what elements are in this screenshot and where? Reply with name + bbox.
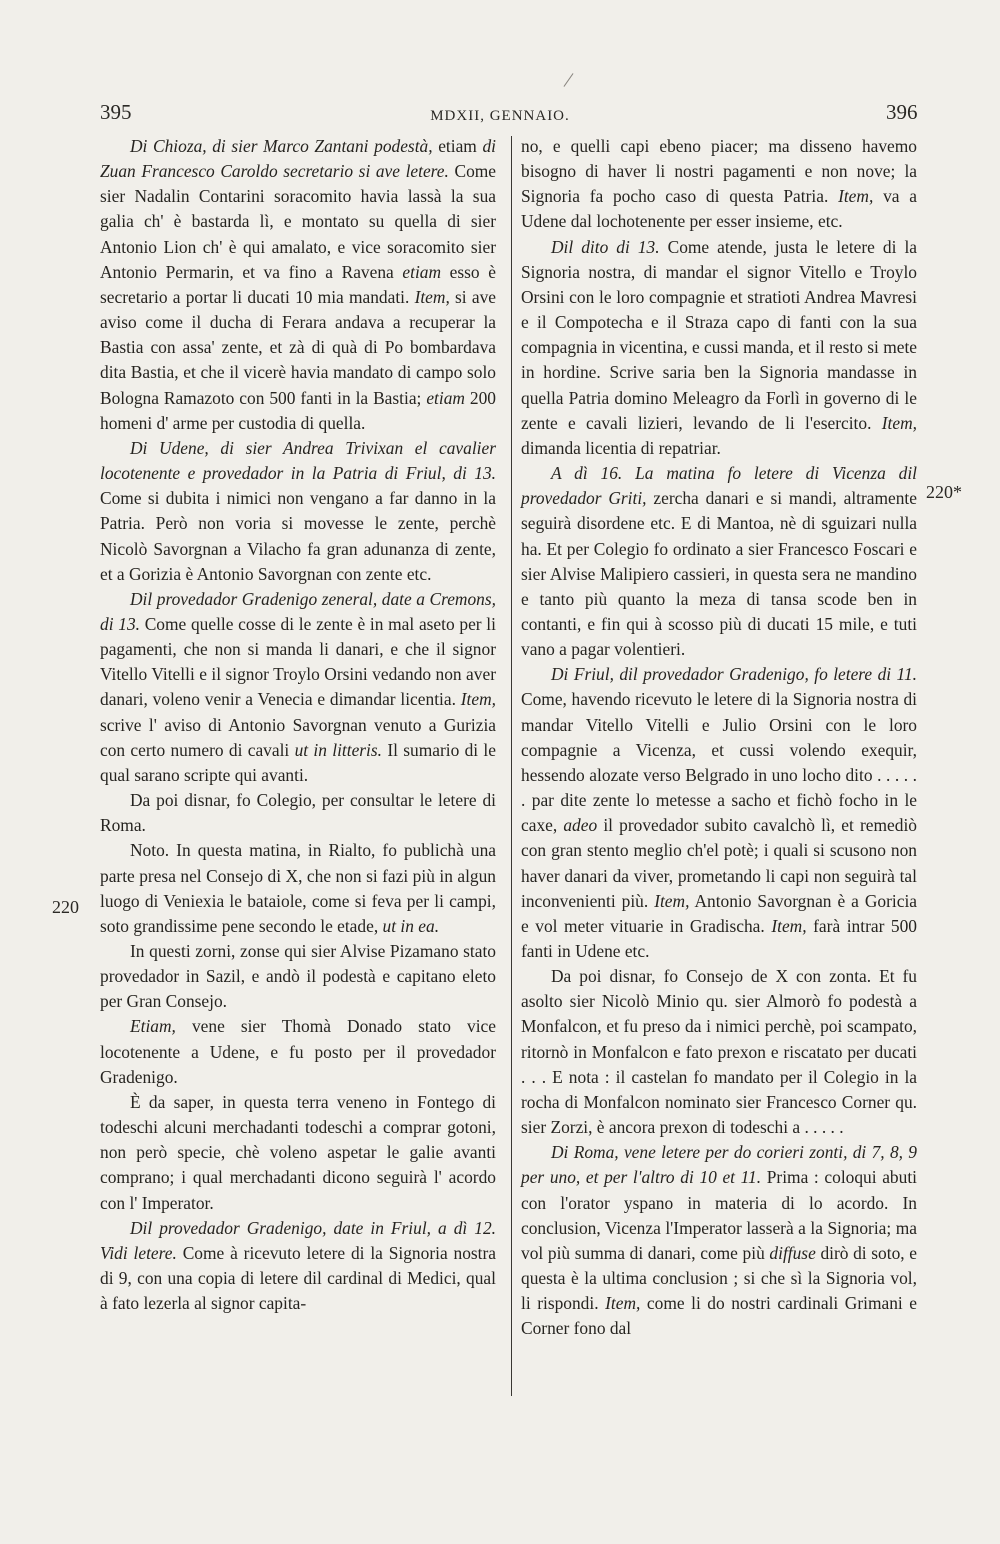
text: vene sier Thomà Donado stato vice locotenente a Udene, e fu posto per il provedador Gradenigo. bbox=[100, 1016, 496, 1087]
italic-heading: Di Chioza, di sier Marco Zantani podestà, bbox=[130, 136, 433, 156]
margin-number-left: 220 bbox=[52, 897, 79, 917]
paragraph bbox=[521, 662, 917, 964]
paragraph bbox=[100, 1216, 496, 1317]
italic-word: adeo bbox=[563, 815, 598, 836]
italic-heading: Di Udene, di sier Andrea Trivixan el cavalier locotenente e provedador in la Patria di Friul, di 13. bbox=[100, 437, 496, 484]
paragraph bbox=[521, 134, 917, 235]
page-number-right: 396 bbox=[886, 100, 918, 124]
paragraph bbox=[100, 838, 496, 939]
italic-word: Item, bbox=[771, 915, 807, 936]
text: si ave aviso come il ducha di Ferara andava a recuperar la Bastia con assa' zente, et zà di quà di Po bombardava dita Bastia, et che il vicerè havia mandato di campo solo Bologna Ramazoto con 500 fanti in la Bastia; bbox=[100, 286, 496, 408]
text: Antonio Savorgnan è a Goricia e vol meter vituarie in Gradischa. bbox=[521, 890, 917, 936]
italic-word: Item, bbox=[654, 890, 690, 911]
text: come li do nostri cardinali Grimani e Corner fono dal bbox=[521, 1293, 917, 1339]
pencil-mark bbox=[564, 73, 574, 87]
running-header: MDXII, GENNAIO. bbox=[430, 108, 570, 124]
text: Come quelle cosse di le zente è in mal aseto per li pagamenti, che non si manda li danari, e che il signor Vitello Vitelli e il signor Troylo Orsini vedando non aver danari, voleno venir a Venecia e dimandar licentia. bbox=[100, 613, 496, 710]
column-divider bbox=[511, 136, 512, 1396]
italic-word: Item, bbox=[838, 186, 874, 207]
italic-heading: Di Friul, dil provedador Gradenigo, fo letere di 11. bbox=[551, 664, 917, 685]
text: scrive l' aviso di Antonio Savorgnan venuto a Gurizia con certo numero di cavali bbox=[100, 714, 496, 760]
italic-heading: Dil provedador Gradenigo, date in Friul, a dì 12. Vidi letere. bbox=[100, 1217, 496, 1263]
text: farà intrar 500 fanti in Udene etc. bbox=[521, 915, 918, 961]
text: zercha danari e si mandi, altramente seguirà disordene etc. E di Mantoa, nè di sguizari nulla ha. Et per Colegio fo ordinato a sier Francesco Foscari e sier Alvise Malipiero cassieri, in questa sera ne mandino e tanto più quanto la meza di tansa scode ben in contanti, e fin qui à scosso più di ducati 15 mile, e tuti vano a pagar volentieri. bbox=[521, 488, 917, 660]
italic-heading: di Zuan Francesco Caroldo secretario si ave letere. bbox=[100, 136, 496, 182]
paragraph bbox=[100, 1014, 496, 1089]
margin-number-right: 220* bbox=[926, 482, 962, 502]
text: esso è secretario a portar li ducati 10 mia mandati. bbox=[100, 261, 496, 307]
text: Prima : coloqui abuti con l'orator yspano in materia di lo acordo. In conclusion, Vicenza l'Imperator lasserà a la Signoria; ma vol più summa di danari, come più bbox=[521, 1167, 917, 1263]
paragraph bbox=[100, 587, 496, 788]
italic-word: ut in ea. bbox=[382, 915, 440, 936]
italic-heading: Di Roma, vene letere per do corieri zonti, di 7, 8, 9 per uno, et per l'altro di 10 et 11. bbox=[521, 1142, 917, 1188]
paragraph bbox=[100, 134, 496, 436]
page-number-left: 395 bbox=[100, 100, 132, 124]
text: Come, havendo ricevuto le letere di la Signoria nostra di mandar Vitello Vitelli e Julio Orsini con le loro compagnie a Vicenza, et cussi volendo exequir, hessendo alozate verso Belgrado in uno locho dito . . . . . . par dite zente lo metesse a sacho et fichò focho in le caxe, bbox=[521, 689, 917, 836]
text: 200 homeni d' arme per custodia di quella. bbox=[100, 387, 496, 433]
italic-word: Item, bbox=[605, 1293, 641, 1314]
text: etiam bbox=[438, 136, 477, 156]
paragraph: Da poi disnar, fo Consejo de X con zonta. Et fu asolto sier Nicolò Minio qu. sier Almorò fo podestà a Monfalcon, et fu preso da i nimici perchè, poi scampato, ritornò in Monfalcon e fato prexon e riscatato per ducati . . . E nota : il castelan fo mandato per il Colegio in la rocha di Monfalcon nominato sier Francesco Corner qu. sier Zorzi, è ancora prexon di todeschi a . . . . . bbox=[521, 966, 917, 1138]
text: no, e quelli capi ebeno piacer; ma disseno havemo bisogno di haver li nostri pagamenti e non nove; la Signoria fa pocho caso di questa Patria. bbox=[521, 136, 917, 207]
text: Il sumario di le qual sarano scripte qui avanti. bbox=[100, 739, 496, 785]
paragraph bbox=[100, 436, 496, 587]
text: Come atende, justa le letere di la Signoria nostra, di mandar el signor Vitello e Troylo Orsini con le loro compagnie et stratioti Andrea Mavresi e il Compotecha e il Straza capo di fanti con la sua compagnia in vicentina, e cussi manda, et il resto si mete in hordine. Scrive saria ben la Signoria mandasse in quella Patria domino Meleagro da Forlì in governo di le zente e cavali lizieri, levando de li l'esercito. bbox=[521, 236, 918, 433]
paragraph: In questi zorni, zonse qui sier Alvise Pizamano stato provedador in Sazil, e andò il podestà e capitano eleto per Gran Consejo. bbox=[100, 941, 496, 1012]
text: Come à ricevuto letere di la Signoria nostra di 9, con una copia di letere dil cardinal di Medici, qual à fato lezerla al signor capita- bbox=[100, 1242, 497, 1314]
paragraph bbox=[521, 461, 917, 662]
paragraph bbox=[521, 235, 917, 461]
italic-word: Item, bbox=[460, 689, 496, 710]
paragraph bbox=[521, 1140, 917, 1341]
italic-word: ut in litteris. bbox=[294, 739, 383, 760]
italic-heading: Dil provedador Gradenigo zeneral, date a Cremons, di 13. bbox=[100, 588, 496, 634]
text: Come sier Nadalin Contarini soracomito havia lassà la sua galia ch' è bastarda lì, e montato su quella di sier Antonio Lion ch' è qui amalato, e vice soracomito sier Antonio Permarin, et va fino a Ravena bbox=[100, 161, 497, 282]
paragraph: Da poi disnar, fo Colegio, per consultar le letere di Roma. bbox=[100, 790, 496, 836]
text: Come si dubita i nimici non vengano a far danno in la Patria. Però non voria si movesse le zente, perchè Nicolò Savorgnan a Vilacho fa gran adunanza di zente, et a Gorizia è Antonio Savorgnan con zente etc. bbox=[100, 488, 496, 584]
italic-heading: Dil dito di 13. bbox=[551, 236, 660, 257]
text: Noto. In questa matina, in Rialto, fo publichà una parte presa nel Consejo di X, che non si fazi più in algun luogo di Veniexia le bataiole, come si feva per li campi, soto grandissime pene secondo le etade, bbox=[100, 840, 496, 936]
italic-word: Item, bbox=[414, 286, 450, 307]
right-column bbox=[521, 134, 917, 1342]
italic-word: etiam bbox=[426, 387, 465, 408]
italic-word: etiam bbox=[402, 261, 442, 282]
text: dimanda licentia di repatriar. bbox=[521, 437, 721, 458]
text: dirò di soto, e questa è la ultima conclusion ; si che sì la Signoria vol, li rispondi. bbox=[521, 1242, 917, 1314]
italic-word: diffuse bbox=[769, 1242, 816, 1263]
paragraph: È da saper, in questa terra veneno in Fontego di todeschi alcuni merchadanti todeschi a comprar gotoni, non però specie, chè voleno aspetar le galie avanti comprano; i qual merchadanti dicono seguirà l' acordo con l' Imperator. bbox=[100, 1091, 496, 1213]
text: va a Udene dal lochotenente per esser insieme, etc. bbox=[521, 186, 917, 232]
left-column bbox=[100, 134, 496, 1316]
text: il provedador subito cavalchò lì, et remediò con gran stento meglio ch'el potè; i quali si scusono non haver danari da viver, prometando li capi non seguirà tal inconvenienti più. bbox=[521, 815, 917, 911]
italic-word: Item, bbox=[881, 412, 917, 433]
italic-word: Etiam, bbox=[130, 1016, 176, 1037]
italic-heading: A dì 16. La matina fo letere di Vicenza dil provedador Griti, bbox=[521, 463, 917, 509]
